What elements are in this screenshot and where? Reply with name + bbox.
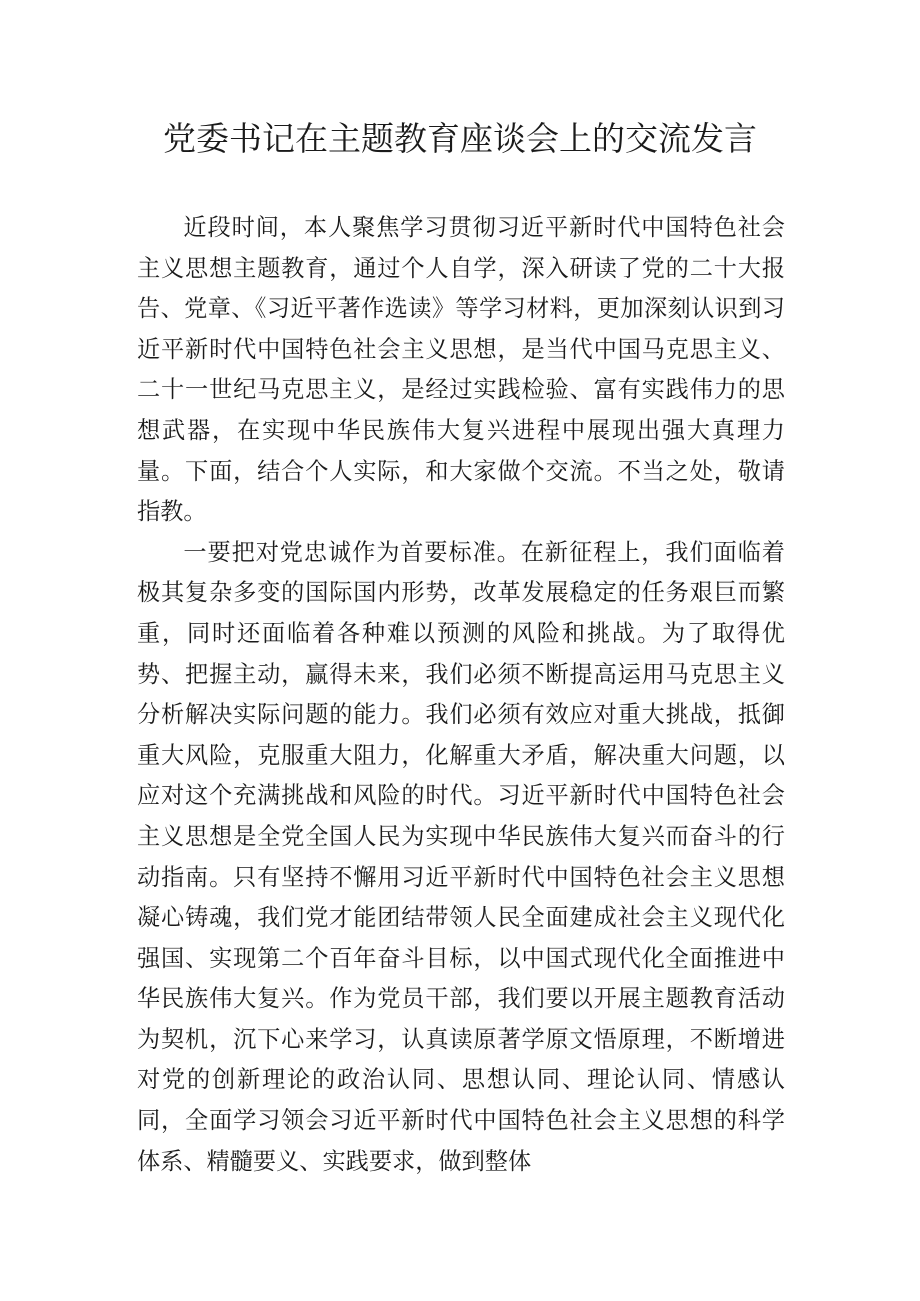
paragraph-intro: 近段时间，本人聚焦学习贯彻习近平新时代中国特色社会主义思想主题教育，通过个人自学，深入研读了党的二十大报告、党章、《习近平著作选读》等学习材料，更加深刻认识到习近平新时代中国特色社会主义思想，是当代中国马克思主义、二十一世纪马克思主义，是经过实践检验、富有实践伟力的思想武器，在实现中华民族伟大复兴进程中展现出强大真理力量。下面，结合个人实际，和大家做个交流。不当之处，敬请指教。 (137, 214, 785, 526)
paragraph-loyalty: 一要把对党忠诚作为首要标准。在新征程上，我们面临着极其复杂多变的国际国内形势，改革发展稳定的任务艰巨而繁重，同时还面临着各种难以预测的风险和挑战。为了取得优势、把握主动，赢得未来，我们必须不断提高运用马克思主义分析解决实际问题的能力。我们必须有效应对重大挑战，抵御重大风险，克服重大阻力，化解重大矛盾，解决重大问题，以应对这个充满挑战和风险的时代。习近平新时代中国特色社会主义思想是全党全国人民为实现中华民族伟大复兴而奋斗的行动指南。只有坚持不懈用习近平新时代中国特色社会主义思想凝心铸魂，我们党才能团结带领人民全面建成社会主义现代化强国、实现第二个百年奋斗目标，以中国式现代化全面推进中华民族伟大复兴。作为党员干部，我们要以开展主题教育活动为契机，沉下心来学习，认真读原著学原文悟原理，不断增进对党的创新理论的政治认同、思想认同、理论认同、情感认同，全面学习领会习近平新时代中国特色社会主义思想的科学体系、精髓要义、实践要求，做到整体 (137, 538, 785, 1175)
document-title: 党委书记在主题教育座谈会上的交流发言 (163, 119, 757, 158)
document-body (137, 208, 785, 1182)
